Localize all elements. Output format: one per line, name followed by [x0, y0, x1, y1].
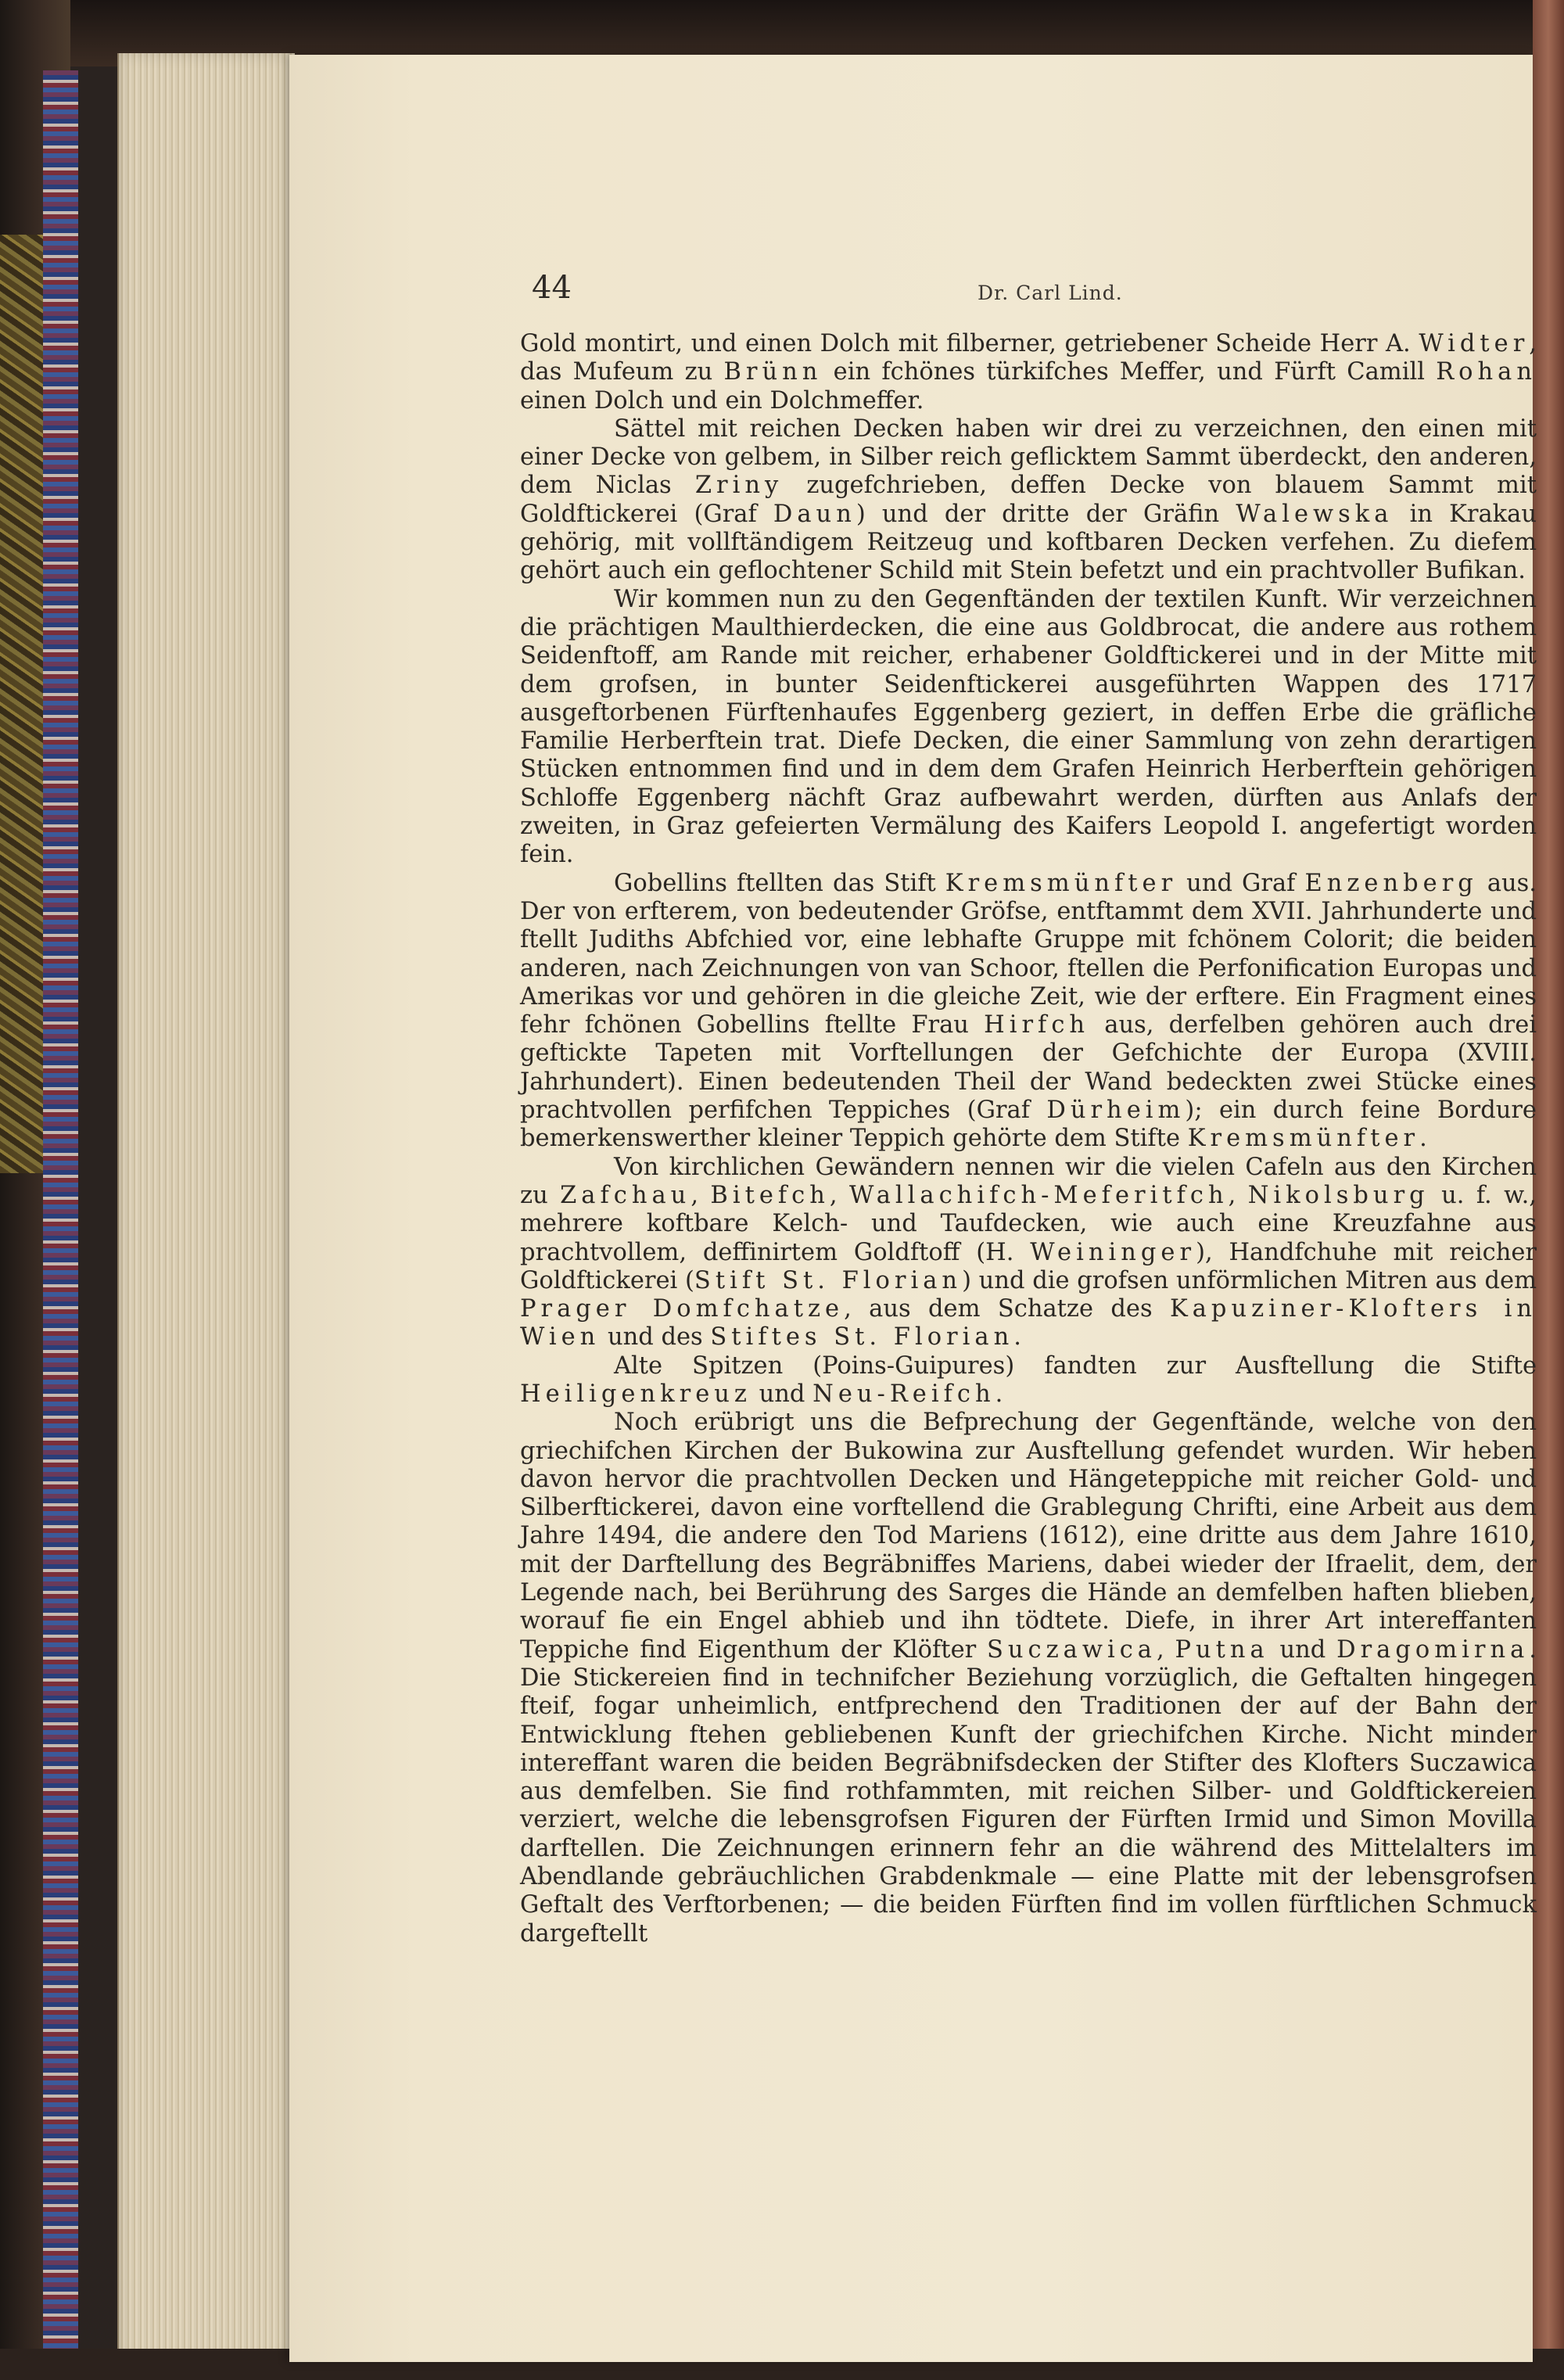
- text-segment: und: [751, 1380, 813, 1408]
- spaced-name: Dragomirna: [1336, 1635, 1530, 1664]
- text-segment: u. f. w., mehrere koftbare Kelch- und Taufdecken, wie auch eine Kreuzfahne aus prachtvollem, deffinirtem Goldftoff (H.: [520, 1181, 1537, 1266]
- body-text: [520, 330, 1537, 1948]
- text-segment: Noch erübrigt uns die Befprechung der Gegenftände, welche von den griechifchen Kirchen der Bukowina zur Ausftellung gefendet wurden. Wir heben davon hervor die prachtvollen Decken und Hängeteppiche mit reicher Gold- und Silberftickerei, davon eine vorftellend die Grablegung Chrifti, eine Arbeit aus dem Jahre 1494, die andere den Tod Mariens (1612), eine dritte aus dem Jahre 1610, mit der Darftellung des Begräbniffes Mariens, dabei wieder der Ifraelit, dem, der Legende nach, bei Berührung des Sarges die Hände an demfelben haften blieben, worauf fie ein Engel abhieb und ihn tödtete. Diefe, in ihrer Art intereffanten Teppiche find Eigenthum der Klöfter: [520, 1409, 1537, 1664]
- text-segment: , das Mufeum zu: [520, 330, 1537, 386]
- spaced-name: Daun: [773, 500, 856, 528]
- spaced-name: Nikolsburg: [1247, 1181, 1429, 1209]
- text-segment: Von kirchlichen Gewändern nennen wir die vielen Cafeln aus den Kirchen zu: [520, 1153, 1537, 1209]
- spaced-name: Heiligenkreuz: [520, 1380, 752, 1408]
- spaced-name: Kapuziner-Klofters in Wien: [520, 1295, 1537, 1352]
- spaced-name: Kremsmünfter: [1187, 1125, 1420, 1153]
- marbled-edge: [43, 70, 78, 2362]
- text-segment: Wir kommen nun zu den Gegenftänden der textilen Kunft. Wir verzeichnen die prächtigen Maulthierdecken, die eine aus Goldbrocat, die andere aus rothem Seidenftoff, am Rande mit reicher, erhabener Goldftickerei und in der Mitte mit dem grofsen, in bunter Seidenftickerei ausgeführten Wappen des 1717 ausgeftorbenen Fürftenhaufes Eggenberg geziert, in deffen Erbe die gräfliche Familie Herberftein trat. Diefe Decken, die einer Sammlung von zehn derartigen Stücken entnommen find und in dem dem Grafen Heinrich Herberftein gehörigen Schloffe Eggenberg nächft Graz aufbewahrt werden, dürften aus Anlafs der zweiten, in Graz gefeierten Vermälung des Kaifers Leopold I. angefertigt worden fein.: [520, 585, 1537, 869]
- spaced-name: Widter: [1419, 330, 1530, 357]
- spaced-name: Zafchau: [560, 1181, 691, 1209]
- spaced-name: Walewska: [1236, 500, 1394, 528]
- text-segment: aus. Der von erfterem, von bedeutender Gröfse, entftammt dem XVII. Jahrhunderte und ftellt Judiths Abfchied vor, eine lebhafte Gruppe mit fchönem Colorit; die beiden anderen, nach Zeichnungen von van Schoor, ftellen die Perfonification Europas und Amerikas vor und gehören in die gleiche Zeit, wie der erftere. Ein Fragment eines fehr fchönen Gobellins ftellte Frau: [520, 869, 1537, 1039]
- text-segment: Gobellins ftellten das Stift: [614, 869, 945, 897]
- spaced-name: Rohan: [1436, 358, 1537, 386]
- spaced-name: Putna: [1175, 1635, 1269, 1664]
- paragraph: [520, 1154, 1537, 1352]
- paragraph: [520, 586, 1537, 870]
- text-segment: .: [1419, 1125, 1427, 1153]
- text-segment: einen Dolch und ein Dolchmeffer.: [520, 386, 924, 415]
- book-cover-right: [1533, 0, 1564, 2380]
- paragraph: [520, 1352, 1537, 1409]
- text-segment: ,: [1156, 1635, 1175, 1664]
- text-segment: . Die Stickereien find in technifcher Beziehung vorzüglich, die Geftalten hingegen fteif, fogar unheimlich, entfprechend den Traditionen der auf der Bahn der Entwicklung ftehen gebliebenen Kunft der griechifchen Kirche. Nicht minder intereffant waren die beiden Begräbnifsdecken der Stifter des Klofters Suczawica aus demfelben. Sie find rothfammten, mit reichen Silber- und Goldftickereien verziert, welche die lebensgrofsen Figuren der Fürften Irmid und Simon Movilla darftellen. Die Zeichnungen erinnern fehr an die während des Mittelalters im Abendlande gebräuchlichen Grabdenkmale — eine Platte mit der lebensgrofsen Geftalt des Verftorbenen; — die beiden Fürften find im vollen fürftlichen Schmuck dargeftellt: [520, 1635, 1537, 1947]
- text-segment: aus, derfelben gehören auch drei geftickte Tapeten mit Vorftellungen der Gefchichte der Europa (XVIII. Jahrhundert). Einen bedeutenden Theil der Wand bedeckten zwei Stücke eines prachtvollen perfifchen Teppiches (Graf: [520, 1011, 1537, 1125]
- spaced-name: Prager Domfchatze: [520, 1295, 845, 1323]
- text-segment: in Krakau gehörig, mit vollftändigem Reitzeug und koftbaren Decken verfehen. Zu diefem gehört auch ein geflochtener Schild mit Stein befetzt und ein prachtvoller Bufikan.: [520, 500, 1537, 585]
- text-segment: und: [1268, 1635, 1337, 1664]
- spaced-name: Stiftes St. Florian: [710, 1323, 1014, 1352]
- marbled-cover: [0, 235, 47, 1173]
- paragraph: [520, 1409, 1537, 1948]
- spaced-name: Dürheim: [1046, 1097, 1186, 1125]
- spaced-name: Hirfch: [984, 1011, 1090, 1039]
- paragraph: [520, 415, 1537, 586]
- spaced-name: Kremsmünfter: [945, 869, 1178, 897]
- spaced-name: Neu-Reifch: [812, 1380, 995, 1408]
- text-segment: , aus dem Schatze des: [844, 1295, 1170, 1323]
- text-segment: ) und der dritte der Gräfin: [856, 500, 1236, 528]
- text-segment: ,: [1228, 1181, 1248, 1209]
- page-stack-edges: [117, 53, 295, 2360]
- text-segment: ,: [829, 1181, 850, 1209]
- running-head: Dr. Carl Lind.: [978, 282, 1123, 304]
- text-segment: .: [1013, 1323, 1021, 1352]
- text-segment: ) und die grofsen unförmlichen Mitren aus dem: [962, 1266, 1537, 1294]
- text-segment: Gold montirt, und einen Dolch mit filberner, getriebener Scheide Herr A.: [520, 330, 1419, 357]
- text-segment: zugefchrieben, deffen Decke von blauem Sammt mit Goldftickerei (Graf: [520, 472, 1537, 528]
- spaced-name: Suczawica: [986, 1635, 1157, 1664]
- spaced-name: Zriny: [694, 472, 784, 500]
- spaced-name: Wallachifch-Meferitfch: [849, 1181, 1229, 1209]
- text-segment: .: [995, 1380, 1003, 1408]
- text-segment: Alte Spitzen (Poins-Guipures) fandten zur Ausftellung die Stifte: [614, 1352, 1537, 1380]
- page-number: 44: [532, 270, 572, 306]
- spaced-name: Bitefch: [710, 1181, 830, 1209]
- text-segment: ein fchönes türkifches Meffer, und Fürft Camill: [822, 358, 1437, 386]
- spaced-name: Stift St. Florian: [694, 1266, 963, 1294]
- text-segment: ); ein durch feine Bordure bemerkenswerther kleiner Teppich gehörte dem Stifte: [520, 1097, 1537, 1153]
- spaced-name: Weininger: [1030, 1238, 1196, 1266]
- spaced-name: Brünn: [723, 358, 823, 386]
- spaced-name: Enzenberg: [1304, 869, 1478, 897]
- text-segment: und Graf: [1177, 869, 1305, 897]
- paragraph: [520, 870, 1537, 1154]
- text-segment: und des: [600, 1323, 711, 1352]
- text-segment: ), Handfchuhe mit reicher Goldftickerei (: [520, 1238, 1537, 1294]
- text-segment: ,: [691, 1181, 711, 1209]
- paragraph: [520, 330, 1537, 415]
- text-segment: Sättel mit reichen Decken haben wir drei zu verzeichnen, den einen mit einer Decke von gelbem, in Silber reich geflicktem Sammt überdeckt, den anderen, dem Niclas: [520, 415, 1537, 500]
